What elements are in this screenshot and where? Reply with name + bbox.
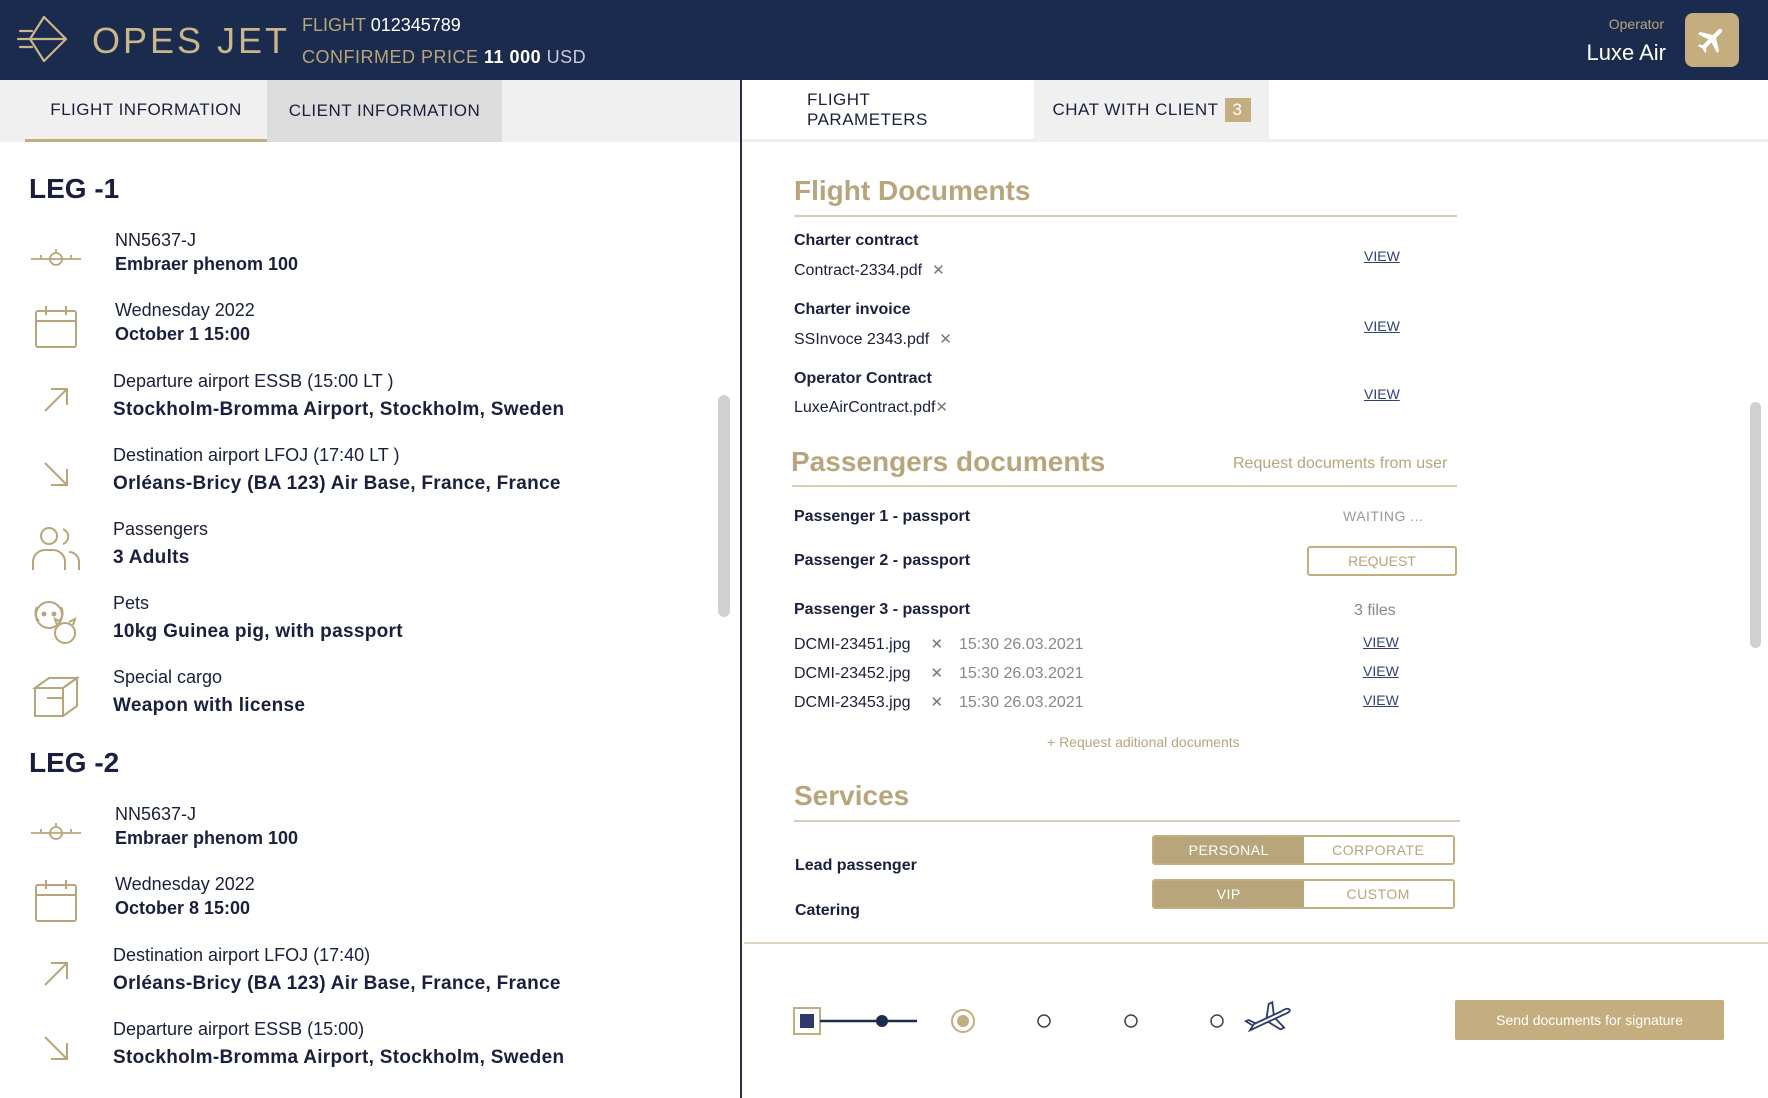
flight-number-line bbox=[302, 15, 461, 36]
passengers-documents-title: Passengers documents bbox=[791, 446, 1106, 477]
leg-1-passengers-row bbox=[0, 519, 700, 579]
departure-airport-name: Stockholm-Bromma Airport, Stockholm, Sweden bbox=[113, 1047, 565, 1068]
tab-chat-with-client[interactable] bbox=[1034, 80, 1269, 140]
footer-divider bbox=[744, 942, 1768, 944]
remove-file-icon[interactable]: ✕ bbox=[930, 665, 944, 682]
request-passport-button[interactable]: REQUEST bbox=[1307, 546, 1457, 576]
right-tab-bar bbox=[742, 80, 1768, 142]
flight-date-time: October 1 15:00 bbox=[115, 324, 251, 344]
passengers-documents-divider bbox=[792, 485, 1457, 487]
charter-contract-label: Charter contract bbox=[794, 232, 919, 249]
price-label: CONFIRMED PRICE bbox=[302, 47, 479, 67]
tab-flight-parameters[interactable]: FLIGHT PARAMETERS bbox=[807, 90, 928, 129]
plane-finish-icon bbox=[1243, 998, 1292, 1041]
catering-toggle bbox=[1152, 879, 1455, 909]
remove-file-icon[interactable]: ✕ bbox=[935, 399, 948, 416]
file-name: LuxeAirContract.pdf bbox=[794, 399, 936, 416]
lead-passenger-label: Lead passenger bbox=[795, 857, 917, 874]
flight-label: FLIGHT bbox=[302, 15, 366, 35]
passenger-3-passport-label: Passenger 3 - passport bbox=[794, 601, 971, 618]
passport-file-row bbox=[794, 693, 943, 712]
flight-info-panel bbox=[0, 80, 740, 1098]
step-pending-dot bbox=[1038, 1015, 1050, 1027]
chat-tab-label: CHAT WITH CLIENT bbox=[1052, 100, 1219, 119]
step-current-dot bbox=[957, 1015, 969, 1027]
leg-2-date-row bbox=[0, 872, 700, 932]
confirmed-price-line bbox=[302, 47, 586, 68]
passenger-2-passport-label: Passenger 2 - passport bbox=[794, 552, 971, 569]
remove-file-icon[interactable]: ✕ bbox=[930, 636, 944, 653]
chat-unread-badge: 3 bbox=[1225, 98, 1251, 122]
leg-1-pets-row bbox=[0, 593, 700, 653]
view-passport-file-link[interactable]: VIEW bbox=[1363, 692, 1399, 708]
file-name: DCMI-23451.jpg bbox=[794, 636, 911, 653]
remove-file-icon[interactable]: ✕ bbox=[932, 262, 945, 279]
flight-day: Wednesday 2022 bbox=[115, 300, 255, 320]
aircraft-registration: NN5637-J bbox=[115, 804, 197, 824]
file-name: Contract-2334.pdf bbox=[794, 262, 923, 279]
left-tab-bar bbox=[0, 80, 740, 142]
file-name: DCMI-23453.jpg bbox=[794, 694, 911, 711]
view-charter-invoice-link[interactable]: VIEW bbox=[1364, 318, 1400, 334]
operator-contract-file bbox=[794, 398, 948, 417]
step-done-dot bbox=[876, 1015, 888, 1027]
remove-file-icon[interactable]: ✕ bbox=[930, 694, 944, 711]
arrow-up-right-icon bbox=[28, 949, 84, 999]
price-currency: USD bbox=[546, 47, 587, 67]
request-documents-from-user-link[interactable]: Request documents from user bbox=[1233, 455, 1448, 472]
charter-invoice-label: Charter invoice bbox=[794, 301, 911, 318]
leg-1-date-row bbox=[0, 298, 700, 358]
flight-date-time: October 8 15:00 bbox=[115, 898, 251, 918]
operator-name: Luxe Air bbox=[1586, 40, 1666, 65]
leg-2-aircraft-row bbox=[0, 802, 700, 862]
operator-contract-label: Operator Contract bbox=[794, 370, 932, 387]
view-operator-contract-link[interactable]: VIEW bbox=[1364, 386, 1400, 402]
view-passport-file-link[interactable]: VIEW bbox=[1363, 634, 1399, 650]
charter-invoice-file bbox=[794, 330, 952, 349]
file-timestamp: 15:30 26.03.2021 bbox=[959, 665, 1084, 682]
step-pending-dot bbox=[1125, 1015, 1137, 1027]
aircraft-icon bbox=[28, 806, 84, 856]
departure-airport-label: Departure airport ESSB (15:00) bbox=[113, 1019, 365, 1039]
file-timestamp: 15:30 26.03.2021 bbox=[959, 694, 1084, 711]
operator-label: Operator bbox=[1608, 16, 1664, 32]
vip-option[interactable]: VIP bbox=[1154, 881, 1304, 907]
flight-documents-divider bbox=[794, 215, 1457, 217]
passenger-3-files-count: 3 files bbox=[1354, 602, 1396, 619]
charter-contract-file bbox=[794, 261, 945, 280]
passport-file-row bbox=[794, 635, 943, 654]
pets-icon bbox=[28, 597, 84, 647]
cargo-value: Weapon with license bbox=[113, 695, 306, 716]
leg-2-departure-row bbox=[0, 1019, 700, 1079]
leg-2-destination-row bbox=[0, 945, 700, 1005]
file-name: SSInvoce 2343.pdf bbox=[794, 331, 930, 348]
personal-option[interactable]: PERSONAL bbox=[1154, 837, 1304, 863]
tab-flight-information[interactable]: FLIGHT INFORMATION bbox=[25, 80, 267, 142]
tab-client-information[interactable]: CLIENT INFORMATION bbox=[267, 80, 502, 142]
destination-airport-name: Orléans-Bricy (BA 123) Air Base, France, France bbox=[113, 973, 561, 994]
cargo-box-icon bbox=[28, 671, 84, 721]
request-additional-documents-link[interactable]: + Request aditional documents bbox=[1047, 734, 1240, 750]
passenger-1-passport-label: Passenger 1 - passport bbox=[794, 508, 971, 525]
step-pending-dot bbox=[1211, 1015, 1223, 1027]
leg-1-destination-row bbox=[0, 445, 700, 505]
aircraft-registration: NN5637-J bbox=[115, 230, 197, 250]
calendar-icon bbox=[28, 302, 84, 352]
file-name: DCMI-23452.jpg bbox=[794, 665, 911, 682]
send-documents-for-signature-button[interactable]: Send documents for signature bbox=[1455, 1000, 1724, 1040]
flight-documents-title: Flight Documents bbox=[794, 175, 1031, 206]
services-title: Services bbox=[794, 780, 910, 811]
passport-file-row bbox=[794, 664, 943, 683]
destination-airport-label: Destination airport LFOJ (17:40) bbox=[113, 945, 371, 965]
right-scrollbar[interactable] bbox=[1750, 402, 1761, 648]
services-divider bbox=[794, 820, 1460, 822]
catering-label: Catering bbox=[795, 902, 860, 919]
pets-value: 10kg Guinea pig, with passport bbox=[113, 621, 403, 642]
corporate-option[interactable]: CORPORATE bbox=[1304, 837, 1454, 863]
progress-stepper bbox=[792, 998, 1292, 1046]
documents-panel bbox=[742, 80, 1768, 1098]
passengers-icon bbox=[28, 523, 84, 573]
destination-airport-name: Orléans-Bricy (BA 123) Air Base, France, France bbox=[113, 473, 561, 494]
departure-airport-label: Departure airport ESSB (15:00 LT ) bbox=[113, 371, 394, 391]
passengers-label: Passengers bbox=[113, 519, 209, 539]
passengers-value: 3 Adults bbox=[113, 547, 190, 568]
departure-airport-name: Stockholm-Bromma Airport, Stockholm, Sweden bbox=[113, 399, 565, 420]
passenger-1-status: WAITING ... bbox=[1343, 508, 1424, 524]
destination-airport-label: Destination airport LFOJ (17:40 LT ) bbox=[113, 445, 400, 465]
remove-file-icon[interactable]: ✕ bbox=[939, 331, 952, 348]
leg-1-cargo-row bbox=[0, 667, 700, 727]
leg-1-title: LEG -1 bbox=[29, 173, 120, 204]
aircraft-model: Embraer phenom 100 bbox=[115, 828, 299, 848]
lead-passenger-toggle bbox=[1152, 835, 1455, 865]
arrow-down-right-icon bbox=[28, 1023, 84, 1073]
arrow-up-right-icon bbox=[28, 375, 84, 425]
left-scrollbar[interactable] bbox=[718, 395, 730, 617]
custom-option[interactable]: CUSTOM bbox=[1304, 881, 1454, 907]
arrow-down-right-icon bbox=[28, 449, 84, 499]
leg-1-departure-row bbox=[0, 371, 700, 431]
brand-name: OPES JET bbox=[92, 20, 291, 61]
price-amount: 11 000 bbox=[484, 47, 542, 67]
calendar-icon bbox=[28, 876, 84, 926]
step-start-fill bbox=[800, 1014, 814, 1028]
aircraft-model: Embraer phenom 100 bbox=[115, 254, 299, 274]
view-charter-contract-link[interactable]: VIEW bbox=[1364, 248, 1400, 264]
operator-plane-icon[interactable] bbox=[1685, 13, 1739, 67]
flight-number: 012345789 bbox=[370, 15, 461, 35]
aircraft-icon bbox=[28, 232, 84, 282]
cargo-label: Special cargo bbox=[113, 667, 223, 687]
file-timestamp: 15:30 26.03.2021 bbox=[959, 636, 1084, 653]
flight-day: Wednesday 2022 bbox=[115, 874, 255, 894]
view-passport-file-link[interactable]: VIEW bbox=[1363, 663, 1399, 679]
top-header bbox=[0, 0, 1768, 80]
leg-2-title: LEG -2 bbox=[29, 747, 120, 778]
pets-label: Pets bbox=[113, 593, 150, 613]
opes-jet-logo-icon bbox=[16, 14, 72, 64]
leg-1-aircraft-row bbox=[0, 228, 700, 288]
